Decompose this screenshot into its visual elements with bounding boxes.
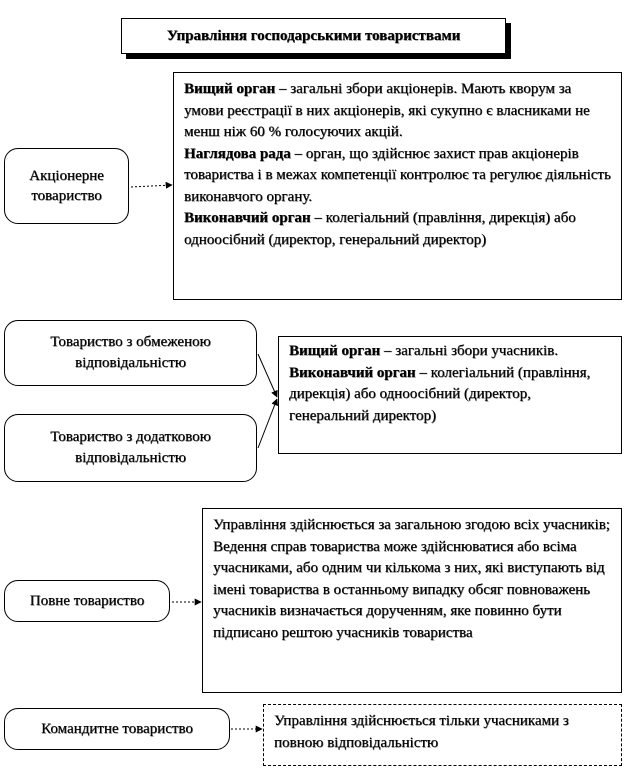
llc-arrow	[258, 354, 277, 397]
limited-partnership-text: Управління здійснюється тільки учасниками з повною відповідальністю	[274, 713, 569, 751]
joint-stock-label-box	[4, 148, 129, 224]
alc-arrow	[258, 399, 277, 448]
alc-label-box	[4, 414, 257, 482]
llc-executive-body-text: – колегіальний (правління, дирекція) або одноосібний (директор, генеральний директор)	[289, 364, 591, 424]
limited-partnership-label: Командитне товариство	[41, 720, 193, 737]
highest-body-text: – загальні збори акціонерів. Мають кворум за умови реєстрації в них акціонерів, які сукупно є власниками не менш ніж 60 % голосуючих акцій.	[184, 81, 590, 140]
alc-label: Товариство з додатковою відповідальністю	[50, 429, 211, 466]
llc-executive-body-term: Виконавчий орган	[289, 364, 416, 381]
general-partnership-label-box	[4, 580, 170, 622]
general-partnership-label: Повне товариство	[29, 592, 145, 609]
llc-highest-body-text: – загальні збори учасників.	[380, 343, 558, 359]
supervisory-board-text: – орган, що здійснює захист прав акціонерів товариства і в межах компетенції контролює та регулює діяльність виконавчого органу.	[184, 145, 611, 205]
general-partnership-description	[202, 508, 622, 693]
executive-body-term: Виконавчий орган	[184, 210, 311, 226]
llc-label-box	[4, 320, 257, 386]
highest-body-term: Вищий орган	[184, 81, 276, 97]
joint-stock-arrow	[131, 185, 172, 187]
page-title: Управління господарськими товариствами	[121, 18, 506, 54]
llc-highest-body-term: Вищий орган	[289, 343, 381, 359]
supervisory-board-term: Наглядова рада	[184, 145, 291, 162]
llc-alc-description	[278, 336, 622, 454]
executive-body-text: – колегіальний (правління, дирекція) або одноосібний (директор, генеральний директор)	[184, 210, 576, 248]
joint-stock-description	[173, 72, 622, 300]
limited-partnership-description	[263, 704, 622, 766]
limited-partnership-label-box	[4, 708, 230, 750]
llc-label: Товариство з обмеженою відповідальністю	[50, 334, 211, 371]
general-partnership-text: Управління здійснюється за загальною згодою всіх учасників; Ведення справ товариства може здійснюватися або всіма учасниками, або одним чи кількома з них, які виступають від імені товариства в останньому випадку обсяг повноважень учасників визначається дорученням, яке повинно бути підписано рештою учасників товариства	[213, 517, 610, 641]
joint-stock-label: Акціонерне товариство	[29, 168, 104, 204]
